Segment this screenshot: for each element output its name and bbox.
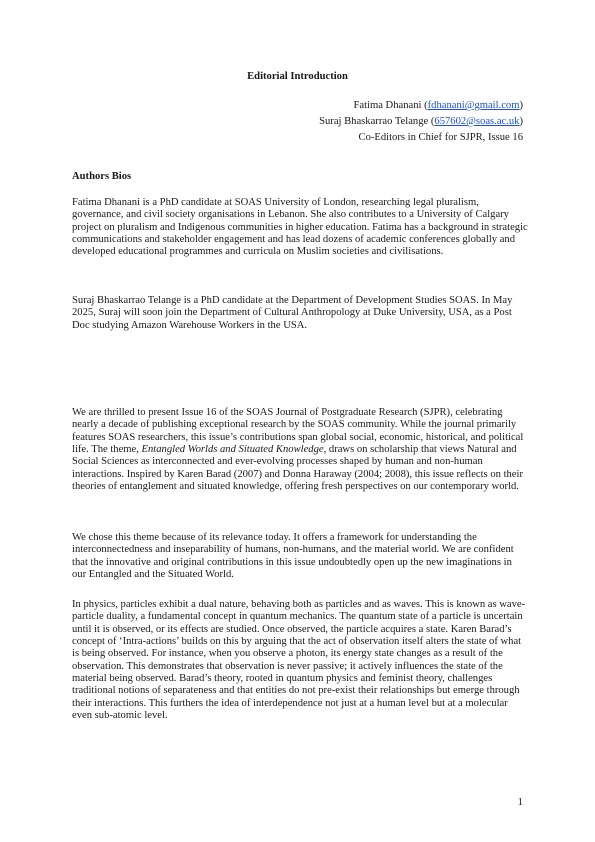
- bio-paragraph-fatima: Fatima Dhanani is a PhD candidate at SOAS University of London, researching legal pluralism, governance, and civil society organisations in Lebanon. She also contributes to a University of Calgary project on pluralism and Indigenous communities in higher education. Fatima has a background in strategic communications and stakeholder engagement and has lead dozens of academic conferences globally and developed educational programmes and curricula on Muslim societies and civilisations.: [72, 197, 528, 258]
- bio-paragraph-suraj: Suraj Bhaskarrao Telange is a PhD candidate at the Department of Development Studies SOAS. In May 2025, Suraj will soon join the Department of Cultural Anthropology at Duke University, USA, as a Post Doc studying Amazon Warehouse Workers in the USA.: [72, 295, 513, 331]
- theme-paragraph: We chose this theme because of its relevance today. It offers a framework for understanding the interconnectedness and inseparability of humans, non-humans, and the material world. We are confident that the innovative and original contributions in this issue undoubtedly open up the new imaginations in our Entangled and the Situated World.: [72, 532, 514, 581]
- document-title: Editorial Introduction: [247, 71, 348, 82]
- editor-email-link[interactable]: 657602@soas.ac.uk: [434, 116, 520, 127]
- theme-title: Entangled Worlds and Situated Knowledge: [141, 444, 324, 456]
- page-number: 1: [517, 796, 523, 808]
- editor-name: Suraj Bhaskarrao Telange: [319, 116, 429, 127]
- intro-text-part2: , draws on scholarship that views Natural and Social Sciences as interconnected and ever-evolving processes shaped by human and non-human interactions. Inspired by Karen Barad (2007) and Donna Haraway (2004; 2008), this issue reflects on their theories of entanglement and situated knowledge, offering fresh perspectives on our contemporary world.: [72, 444, 523, 493]
- intro-paragraph: [72, 407, 528, 493]
- editor-email-link[interactable]: fdhanani@gmail.com: [427, 100, 520, 111]
- editor-name: Fatima Dhanani: [353, 100, 422, 111]
- editor-role: Co-Editors in Chief for SJPR, Issue 16: [358, 132, 523, 143]
- editor-line-2: Suraj Bhaskarrao Telange (657602@soas.ac.uk): [319, 116, 523, 127]
- intro-text-part1: We are thrilled to present Issue 16 of the SOAS Journal of Postgraduate Research (SJPR), celebrating nearly a decade of publishing exceptional research by the SOAS community. While the journal primarily features SOAS researchers, this issue’s contributions span global social, economic, historical, and political life. The theme,: [72, 407, 524, 456]
- physics-paragraph: In physics, particles exhibit a dual nature, behaving both as particles and as waves. This is known as wave-particle duality, a fundamental concept in quantum mechanics. The quantum state of a particle is uncertain until it is observed, or its effects are studied. Once observed, the particle acquires a state. Karen Barad’s concept of ‘Intra-actions’ builds on this by arguing that the act of observation itself alters the state of what is being observed. For instance, when you observe a photon, its energy state changes as a result of the observation. This demonstrates that observation is never passive; it actively influences the state of the material being observed. Barad’s theory, rooted in quantum physics and feminist theory, challenges traditional notions of separateness and that entities do not pre-exist their relationships but emerge through their interactions. This furthers the idea of interdependence not just at a human level but at a molecular even sub-atomic level.: [72, 599, 526, 722]
- editor-line-1: Fatima Dhanani (fdhanani@gmail.com): [353, 100, 523, 111]
- bios-heading: Authors Bios: [72, 171, 132, 182]
- editors-byline: [319, 98, 523, 146]
